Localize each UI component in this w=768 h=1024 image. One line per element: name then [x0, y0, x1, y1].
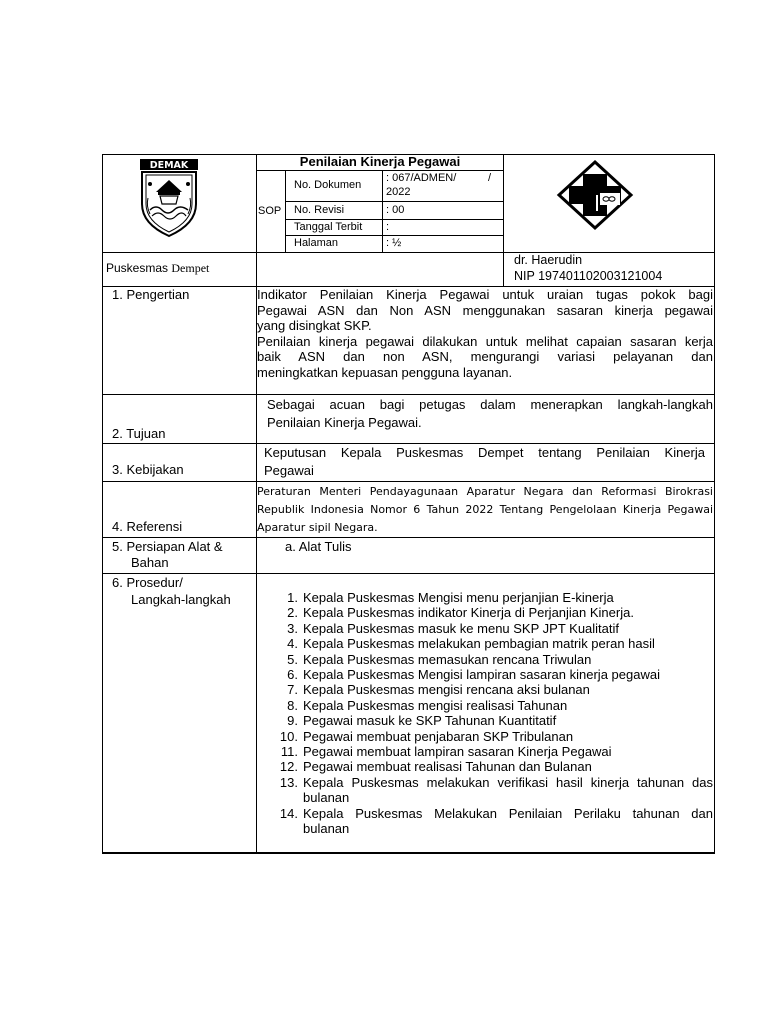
section-label-prosedur: 6. Prosedur/ — [112, 575, 183, 590]
step-text: Kepala Puskesmas Mengisi lampiran sasaran kinerja pegawai — [303, 667, 660, 683]
tujuan-line: Sebagai acuan bagi petugas dalam menerapkan langkah-langkah — [267, 397, 713, 412]
referensi-line: Aparatur sipil Negara. — [257, 521, 378, 534]
puskesmas-label-text: Puskesmas — [106, 261, 169, 275]
section-label-persiapan: 5. Persiapan Alat & — [112, 539, 223, 554]
procedure-step — [256, 590, 713, 605]
puskesmas-label — [106, 261, 209, 277]
step-number: 9. — [287, 713, 298, 729]
signer-nip: NIP 197401102003121004 — [514, 269, 663, 283]
pengertian-line: Pegawai ASN dan Non ASN menggunakan sasaran kinerja pegawai — [257, 302, 713, 318]
step-number: 4. — [287, 636, 298, 652]
step-text: Kepala Puskesmas mengisi realisasi Tahunan — [303, 697, 568, 713]
field-label-no-dokumen: No. Dokumen — [294, 179, 362, 191]
section-label-kebijakan: 3. Kebijakan — [112, 462, 184, 477]
procedure-step — [256, 667, 713, 682]
field-value-no-dokumen-year: 2022 — [386, 186, 411, 198]
step-number: 7. — [287, 682, 298, 698]
section-label-prosedur-cont: Langkah-langkah — [131, 592, 231, 607]
section-label-tujuan: 2. Tujuan — [112, 426, 166, 441]
referensi-line: Peraturan Menteri Pendayagunaan Aparatur Negara dan Reformasi Birokrasi — [257, 485, 713, 498]
field-value-halaman: : ½ — [386, 237, 402, 249]
procedure-step — [256, 806, 713, 837]
procedure-steps — [256, 590, 713, 837]
step-text: Pegawai membuat lampiran sasaran Kinerja Pegawai — [303, 744, 612, 760]
demak-logo — [136, 158, 202, 238]
procedure-step — [256, 652, 713, 667]
step-number: 14. — [279, 805, 298, 821]
field-value-no-dokumen-separator: / — [488, 172, 492, 184]
procedure-step — [256, 713, 713, 728]
signer-name: dr. Haerudin — [514, 253, 583, 267]
step-text: Pegawai membuat penjabaran SKP Tribulanan — [303, 728, 574, 744]
field-value-no-revisi: : 00 — [386, 204, 405, 216]
section-content-tujuan — [267, 396, 713, 432]
sop-label: SOP — [258, 205, 282, 217]
section-content-kebijakan — [264, 444, 705, 480]
persiapan-item: a. Alat Tulis — [285, 539, 352, 554]
procedure-step — [256, 682, 713, 697]
step-text: Kepala Puskesmas Melakukan Penilaian Perilaku tahunan dan bulanan — [303, 805, 713, 837]
tujuan-line: Penilaian Kinerja Pegawai. — [267, 415, 422, 430]
procedure-step — [256, 759, 713, 774]
demak-crest-icon — [136, 158, 202, 238]
procedure-step — [256, 636, 713, 651]
step-text: Kepala Puskesmas mengisi rencana aksi bulanan — [303, 682, 590, 698]
kebijakan-line: Pegawai — [264, 463, 314, 478]
field-label-halaman: Halaman — [294, 237, 339, 249]
step-number: 12. — [279, 759, 298, 775]
step-text: Kepala Puskesmas masuk ke menu SKP JPT Kualitatif — [303, 620, 620, 636]
procedure-step — [256, 775, 713, 806]
procedure-step — [256, 621, 713, 636]
section-content-pengertian — [257, 287, 713, 381]
step-number: 11. — [280, 744, 298, 760]
section-content-referensi — [257, 483, 713, 537]
puskesmas-name: Dempet — [171, 261, 210, 275]
procedure-step — [256, 729, 713, 744]
procedure-step — [256, 744, 713, 759]
step-text: Pegawai masuk ke SKP Tahunan Kuantitatif — [303, 713, 557, 729]
field-label-tanggal-terbit: Tanggal Terbit — [294, 221, 363, 233]
step-number: 13. — [279, 774, 298, 790]
step-number: 6. — [287, 667, 298, 683]
step-number: 10. — [279, 728, 298, 744]
field-value-tanggal-terbit: : — [386, 221, 390, 233]
field-label-no-revisi: No. Revisi — [294, 204, 345, 216]
section-label-referensi: 4. Referensi — [112, 519, 183, 534]
step-number: 1. — [287, 590, 298, 605]
pengertian-line: meningkatkan kepuasan pengguna layanan. — [257, 364, 513, 380]
pengertian-line: yang disingkat SKP. — [257, 318, 372, 334]
pengertian-line: Penilaian kinerja pegawai dilakukan untuk melihat capaian sasaran kerja — [257, 333, 713, 349]
section-label-pengertian: 1. Pengertian — [112, 287, 190, 302]
step-number: 2. — [287, 605, 298, 621]
procedure-step — [256, 605, 713, 620]
step-text: Kepala Puskesmas melakukan pembagian matrik peran hasil — [303, 636, 655, 652]
field-value-no-dokumen: : 067/ADMEN/ — [386, 172, 457, 184]
step-text: Pegawai membuat realisasi Tahunan dan Bulanan — [303, 759, 592, 775]
step-text: Kepala Puskesmas memasukan rencana Triwulan — [303, 651, 592, 667]
logo-lettering: DEMAK — [149, 160, 189, 171]
step-text: Kepala Puskesmas melakukan verifikasi hasil kinerja tahunan das bulanan — [303, 774, 713, 806]
step-text: Kepala Puskesmas indikator Kinerja di Perjanjian Kinerja. — [303, 605, 634, 621]
step-number: 5. — [287, 651, 298, 667]
section-label-persiapan-cont: Bahan — [131, 555, 169, 570]
kebijakan-line: Keputusan Kepala Puskesmas Dempet tentang Penilaian Kinerja — [264, 445, 705, 460]
step-number: 3. — [287, 620, 298, 636]
health-cross-icon — [556, 159, 634, 231]
referensi-line: Republik Indonesia Nomor 6 Tahun 2022 Tentang Pengelolaan Kinerja Pegawai — [257, 503, 713, 516]
pengertian-line: Indikator Penilaian Kinerja Pegawai untuk uraian tugas pokok bagi — [257, 287, 713, 302]
step-text: Kepala Puskesmas Mengisi menu perjanjian E-kinerja — [303, 590, 614, 605]
step-number: 8. — [287, 697, 298, 713]
procedure-step — [256, 698, 713, 713]
puskesmas-logo — [556, 159, 634, 231]
pengertian-line: baik ASN dan non ASN, mengurangi variasi pelayanan dan — [257, 349, 713, 365]
document-title: Penilaian Kinerja Pegawai — [299, 154, 461, 169]
